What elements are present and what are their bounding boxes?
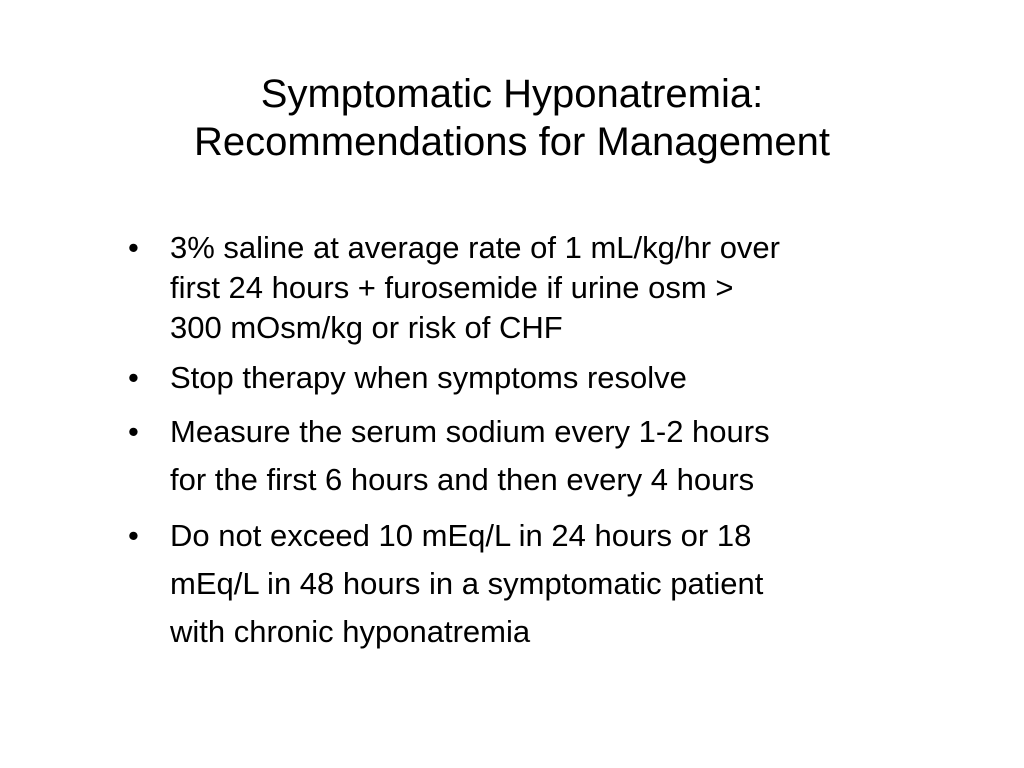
bullet-text-line: with chronic hyponatremia [170,614,531,649]
bullet-item [128,408,968,504]
bullet-icon: • [128,414,139,449]
bullet-item [128,512,968,656]
bullet-text-line: first 24 hours + furosemide if urine osm > [170,270,734,305]
bullet-icon: • [128,360,139,395]
bullet-text-line: Stop therapy when symptoms resolve [170,360,687,395]
bullet-text-line: mEq/L in 48 hours in a symptomatic patient [170,566,764,601]
bullet-text-line: Measure the serum sodium every 1-2 hours [170,414,770,449]
bullet-item [128,356,968,400]
bullet-text-line: for the first 6 hours and then every 4 hours [170,462,755,497]
bullet-text-line: 300 mOsm/kg or risk of CHF [170,310,563,345]
slide-title [80,70,944,166]
bullet-text-line: Do not exceed 10 mEq/L in 24 hours or 18 [170,518,752,553]
bullet-icon: • [128,230,139,265]
slide-title-line: Symptomatic Hyponatremia: [260,72,764,116]
slide-title-line: Recommendations for Management [194,120,830,164]
bullet-item [128,228,968,348]
bullet-text-line: 3% saline at average rate of 1 mL/kg/hr over [170,230,780,265]
bullet-icon: • [128,518,139,553]
bullet-list [128,228,968,656]
